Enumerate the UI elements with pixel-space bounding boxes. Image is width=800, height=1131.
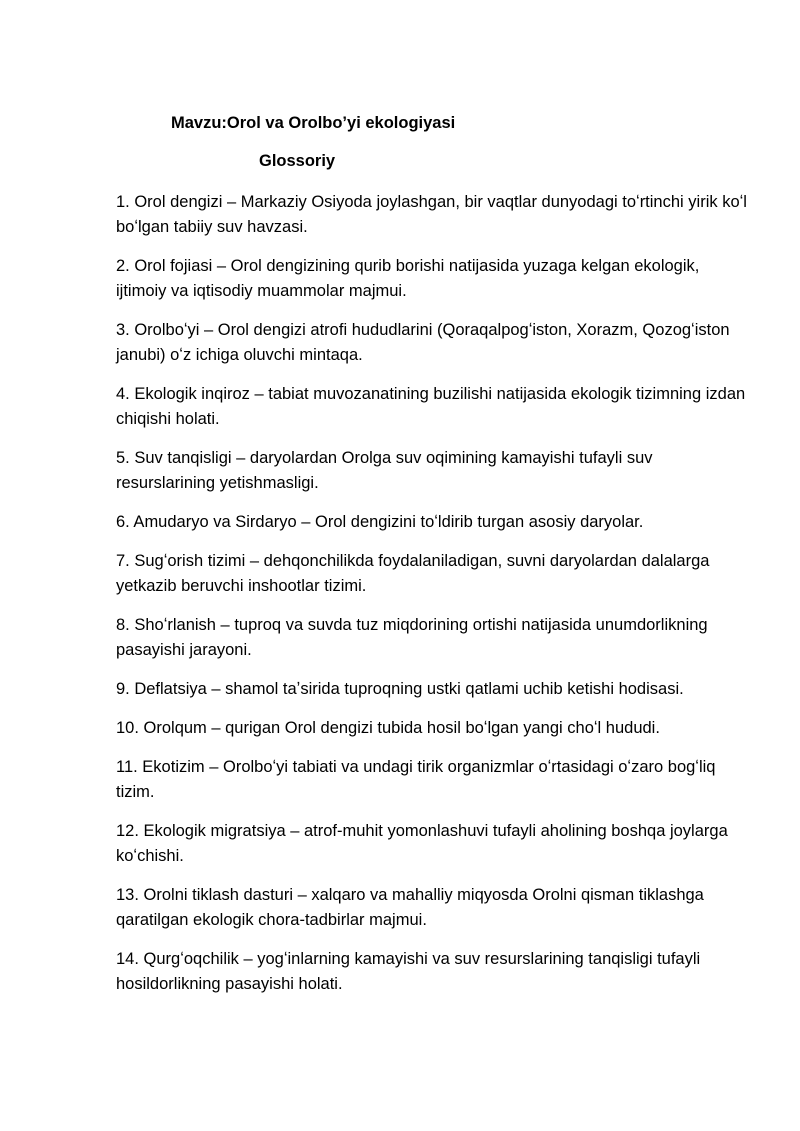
glossary-entry: 9. Deflatsiya – shamol taʼsirida tuproqning ustki qatlami uchib ketishi hodisasi. xyxy=(116,680,684,698)
glossary-entry: 1. Orol dengizi – Markaziy Osiyoda joylashgan, bir vaqtlar dunyodagi toʻrtinchi yirik koʻl boʻlgan tabiiy suv havzasi. xyxy=(116,193,747,236)
document-subtitle: Glossoriy xyxy=(259,152,336,170)
glossary-entry: 11. Ekotizim – Orolboʻyi tabiati va undagi tirik organizmlar oʻrtasidagi oʻzaro bogʻliq tizim. xyxy=(116,758,716,801)
glossary-entry: 8. Shoʻrlanish – tuproq va suvda tuz miqdorining ortishi natijasida unumdorlikning pasayishi jarayoni. xyxy=(116,616,708,659)
glossary-entry: 7. Sugʻorish tizimi – dehqonchilikda foydalaniladigan, suvni daryolardan dalalarga yetkazib beruvchi inshootlar tizimi. xyxy=(116,552,710,595)
glossary-entry: 14. Qurgʻoqchilik – yogʻinlarning kamayishi va suv resurslarining tanqisligi tufayli hosildorlikning pasayishi holati. xyxy=(116,950,701,993)
glossary-entry: 2. Orol fojiasi – Orol dengizining qurib borishi natijasida yuzaga kelgan ekologik, ijtimoiy va iqtisodiy muammolar majmui. xyxy=(116,257,700,300)
document-title: Mavzu:Orol va Orolbo’yi ekologiyasi xyxy=(171,114,456,132)
glossary-entry: 6. Amudaryo va Sirdaryo – Orol dengizini toʻldirib turgan asosiy daryolar. xyxy=(116,513,644,531)
glossary-list xyxy=(116,190,748,1011)
glossary-entry: 5. Suv tanqisligi – daryolardan Orolga suv oqimining kamayishi tufayli suv resurslarining yetishmasligi. xyxy=(116,449,653,492)
glossary-entry: 4. Ekologik inqiroz – tabiat muvozanatining buzilishi natijasida ekologik tizimning izdan chiqishi holati. xyxy=(116,385,746,428)
glossary-entry: 13. Orolni tiklash dasturi – xalqaro va mahalliy miqyosda Orolni qisman tiklashga qaratilgan ekologik chora-tadbirlar majmui. xyxy=(116,886,704,929)
glossary-entry: 12. Ekologik migratsiya – atrof-muhit yomonlashuvi tufayli aholining boshqa joylarga koʻchishi. xyxy=(116,822,728,865)
glossary-entry: 10. Orolqum – qurigan Orol dengizi tubida hosil boʻlgan yangi choʻl hududi. xyxy=(116,719,660,737)
glossary-entry: 3. Orolboʻyi – Orol dengizi atrofi hududlarini (Qoraqalpogʻiston, Xorazm, Qozogʻiston janubi) oʻz ichiga oluvchi mintaqa. xyxy=(116,321,730,364)
